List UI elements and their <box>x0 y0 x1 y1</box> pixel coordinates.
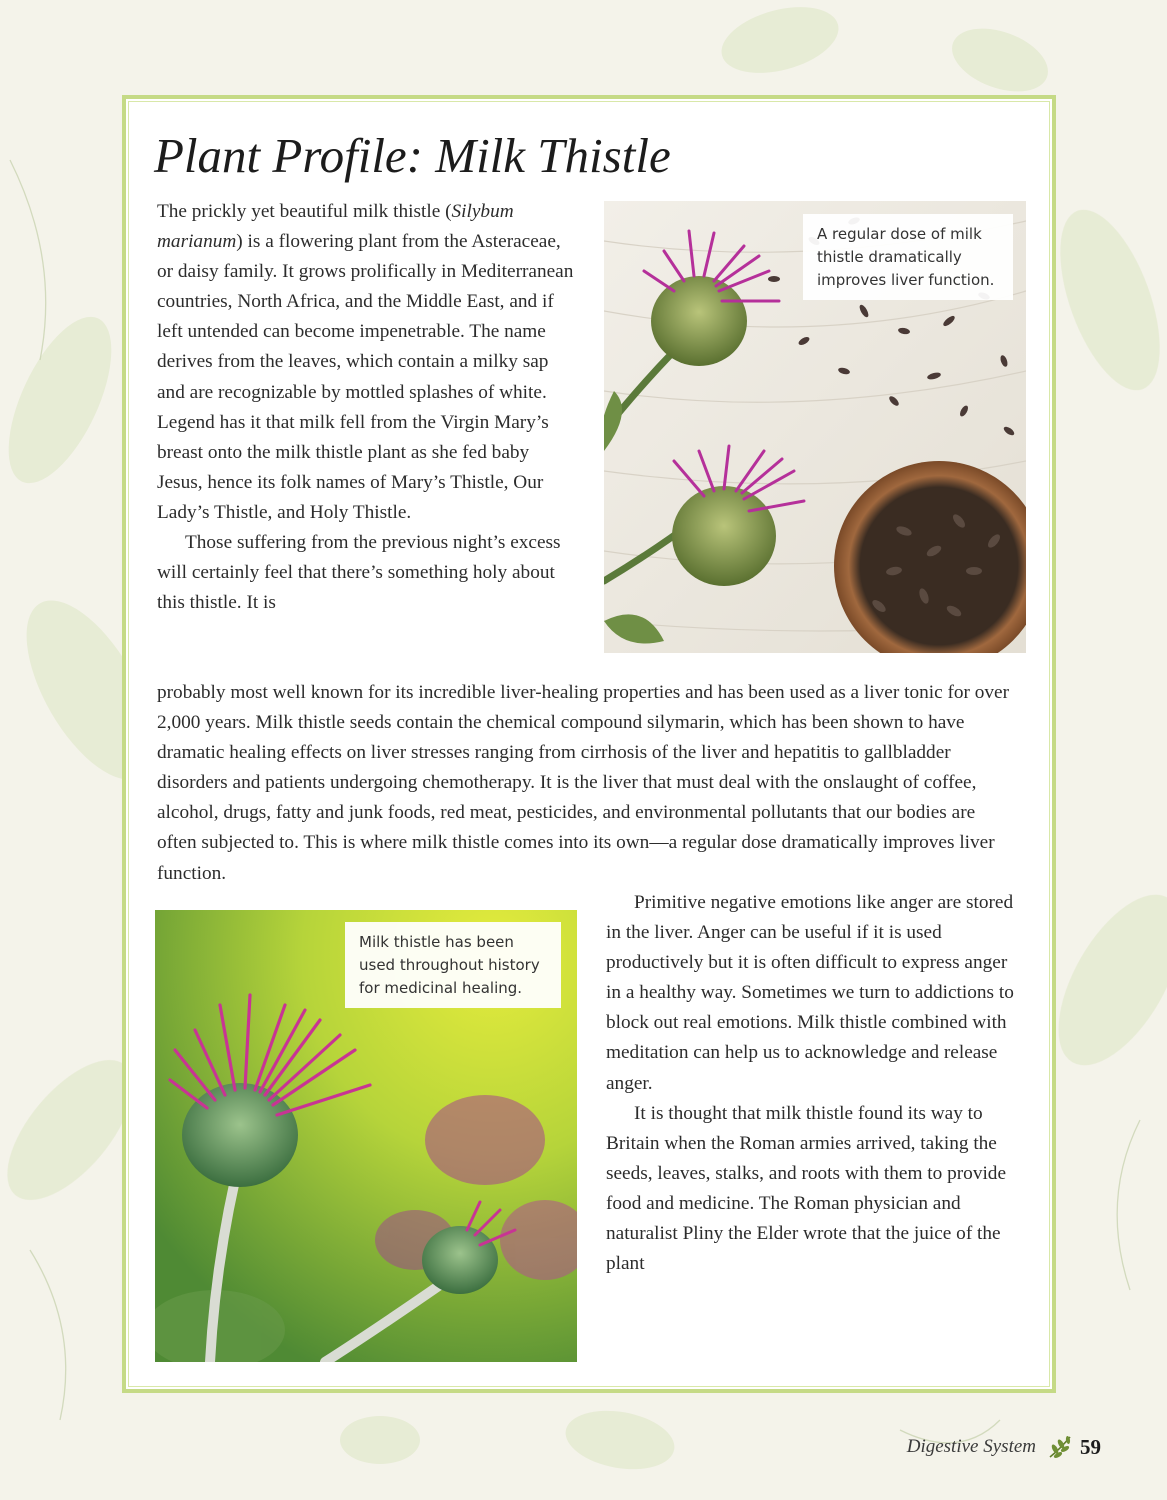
body-column-top <box>157 197 577 618</box>
photo-thistle-seeds <box>604 201 1026 653</box>
intro-text-a: The prickly yet beautiful milk thistle ( <box>157 201 452 222</box>
page-footer <box>907 1432 1101 1462</box>
paragraph-liver-start: Those suffering from the previous night’s excess will certainly feel that there’s something holy about this thistle. It is <box>157 532 561 614</box>
paragraph-liver-cont: probably most well known for its incredible liver-healing properties and has been used as a liver tonic for over 2,000 years. Milk thistle seeds contain the chemical compound silymarin, which has been shown to have dramatic healing effects on liver stresses ranging from cirrhosis of the liver and hepatitis to gallbladder disorders and patients undergoing chemotherapy. It is the liver that must deal with the onslaught of coffee, alcohol, drugs, fatty and junk foods, red meat, pesticides, and environmental pollutants that our bodies are often subjected to. This is where milk thistle comes into its own—a regular dose dramatically improves liver function. <box>157 682 1010 884</box>
page-title: Plant Profile: Milk Thistle <box>154 128 671 183</box>
leaf-sprig-icon <box>1046 1433 1074 1461</box>
section-name: Digestive System <box>906 1436 1036 1457</box>
paragraph-intro <box>157 197 577 528</box>
caption-liver-function: A regular dose of milk thistle dramatically improves liver function. <box>803 214 1013 300</box>
paragraph-anger: Primitive negative emotions like anger are stored in the liver. Anger can be useful if it is used productively but it is often difficult to express anger in a healthy way. Sometimes we turn to addictions to block out real emotions. Milk thistle combined with meditation can help us to acknowledge and release anger. <box>606 892 1014 1094</box>
photo-thistle-flower <box>155 910 577 1362</box>
body-full-width <box>157 678 1017 889</box>
paragraph-history: It is thought that milk thistle found its way to Britain when the Roman armies arrived, taking the seeds, leaves, stalks, and roots with them to provide food and medicine. The Roman physician and naturalist Pliny the Elder wrote that the juice of the plant <box>606 1102 1007 1275</box>
page-number: 59 <box>1080 1434 1101 1459</box>
caption-medicinal-healing: Milk thistle has been used throughout history for medicinal healing. <box>345 922 561 1008</box>
intro-text-b: ) is a flowering plant from the Asteraceae, or daisy family. It grows prolifically in Mediterranean countries, North Africa, and the Middle East, and if left untended can become impenetrable. The name derives from the leaves, which contain a milky sap and are recognizable by mottled splashes of white. Legend has it that milk fell from the Virgin Mary’s breast onto the milk thistle plant as she fed baby Jesus, hence its folk names of Mary’s Thistle, Our Lady’s Thistle, and Holy Thistle. <box>157 231 574 523</box>
botanical-name: Silybum marianum <box>157 201 514 253</box>
body-column-bottom <box>606 888 1026 1279</box>
